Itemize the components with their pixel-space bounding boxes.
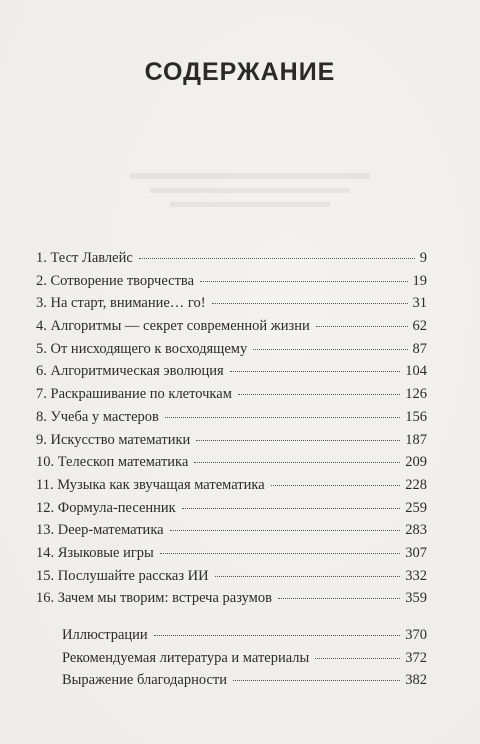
toc-entry [36,565,427,588]
toc-entry [36,406,427,429]
dot-leader [212,302,408,304]
toc-entry [36,474,427,497]
toc-entry-page-number: 283 [405,522,427,539]
toc-entry [36,542,427,565]
toc-entry [36,519,427,542]
toc-entry-title: 8. Учеба у мастеров [36,408,159,425]
toc-entry [36,292,427,315]
toc-entry [36,360,427,383]
dot-leader [253,348,407,350]
toc-entry-page-number: 156 [405,408,427,425]
dot-leader [154,634,401,636]
toc-entry [36,383,427,406]
toc-entry-title: 9. Искусство математики [36,431,191,448]
page-title: СОДЕРЖАНИЕ [144,58,336,86]
dot-leader [233,679,400,681]
chapter-list [36,247,427,610]
dot-leader [196,439,400,441]
toc-entry-page-number: 9 [419,250,427,266]
toc-entry-title: 6. Алгоритмическая эволюция [36,363,224,380]
toc-entry-page-number: 31 [412,295,427,312]
dot-leader [215,575,401,577]
toc-entry-page-number: 228 [405,476,427,493]
dot-leader [230,370,401,372]
toc-entry-page-number: 126 [405,386,427,403]
toc-entry-page-number: 209 [405,454,427,471]
toc-entry-title: 7. Раскрашивание по клеточкам [36,386,232,403]
appendix-list [36,624,427,692]
toc-entry-title: Рекомендуемая литература и материалы [62,649,310,666]
toc-entry-title: 15. Послушайте рассказ ИИ [36,567,209,584]
toc-entry-page-number: 104 [405,363,427,380]
toc-entry-title: 12. Формула-песенник [36,499,176,516]
toc-entry-page-number: 62 [412,318,427,335]
toc-entry-page-number: 382 [405,672,427,689]
toc-entry-title: 1. Тест Лавлейс [36,250,133,266]
dot-leader [165,416,400,418]
dot-leader [160,552,400,554]
toc-entry-title: 14. Языковые игры [36,544,154,561]
dot-leader [139,257,415,259]
toc-entry-title: 10. Телескоп математика [36,454,189,471]
toc-entry-page-number: 259 [405,499,427,516]
toc-entry-page-number: 187 [405,431,427,448]
toc-entry-title: Иллюстрации [62,627,148,643]
toc-entry [36,270,427,293]
dot-leader [194,461,400,463]
dot-leader [200,280,407,282]
toc-entry-title: 5. От нисходящего к восходящему [36,340,248,357]
toc-entry [36,429,427,452]
toc-entry [36,451,427,474]
dot-leader [238,393,400,395]
dot-leader [182,507,401,509]
dot-leader [278,597,400,599]
toc-entry-title: Выражение благодарности [62,672,228,689]
toc-entry-page-number: 370 [405,627,427,643]
toc-entry-title: 4. Алгоритмы — секрет современной жизни [36,318,310,335]
toc-entry-title: 11. Музыка как звучащая математика [36,476,265,493]
toc-entry-page-number: 359 [405,590,427,607]
toc-entry-page-number: 307 [405,544,427,561]
show-through-texture [120,168,380,228]
dot-leader [315,657,400,659]
toc-entry-title: 13. Deep-математика [36,522,164,539]
toc-entry-title: 3. На старт, внимание… го! [36,295,206,312]
table-of-contents [36,247,427,692]
dot-leader [271,484,401,486]
toc-entry [36,624,427,647]
toc-entry-page-number: 332 [405,567,427,584]
toc-entry [36,247,427,270]
toc-entry [36,497,427,520]
dot-leader [170,529,401,531]
toc-entry [36,669,427,692]
toc-entry [36,315,427,338]
toc-entry [36,647,427,670]
toc-entry-title: 2. Сотворение творчества [36,272,195,289]
toc-entry-page-number: 19 [412,272,427,289]
dot-leader [316,325,408,327]
toc-entry-page-number: 372 [405,649,427,666]
toc-entry-page-number: 87 [412,340,427,357]
toc-entry [36,338,427,361]
toc-entry [36,587,427,610]
toc-entry-title: 16. Зачем мы творим: встреча разумов [36,590,272,607]
